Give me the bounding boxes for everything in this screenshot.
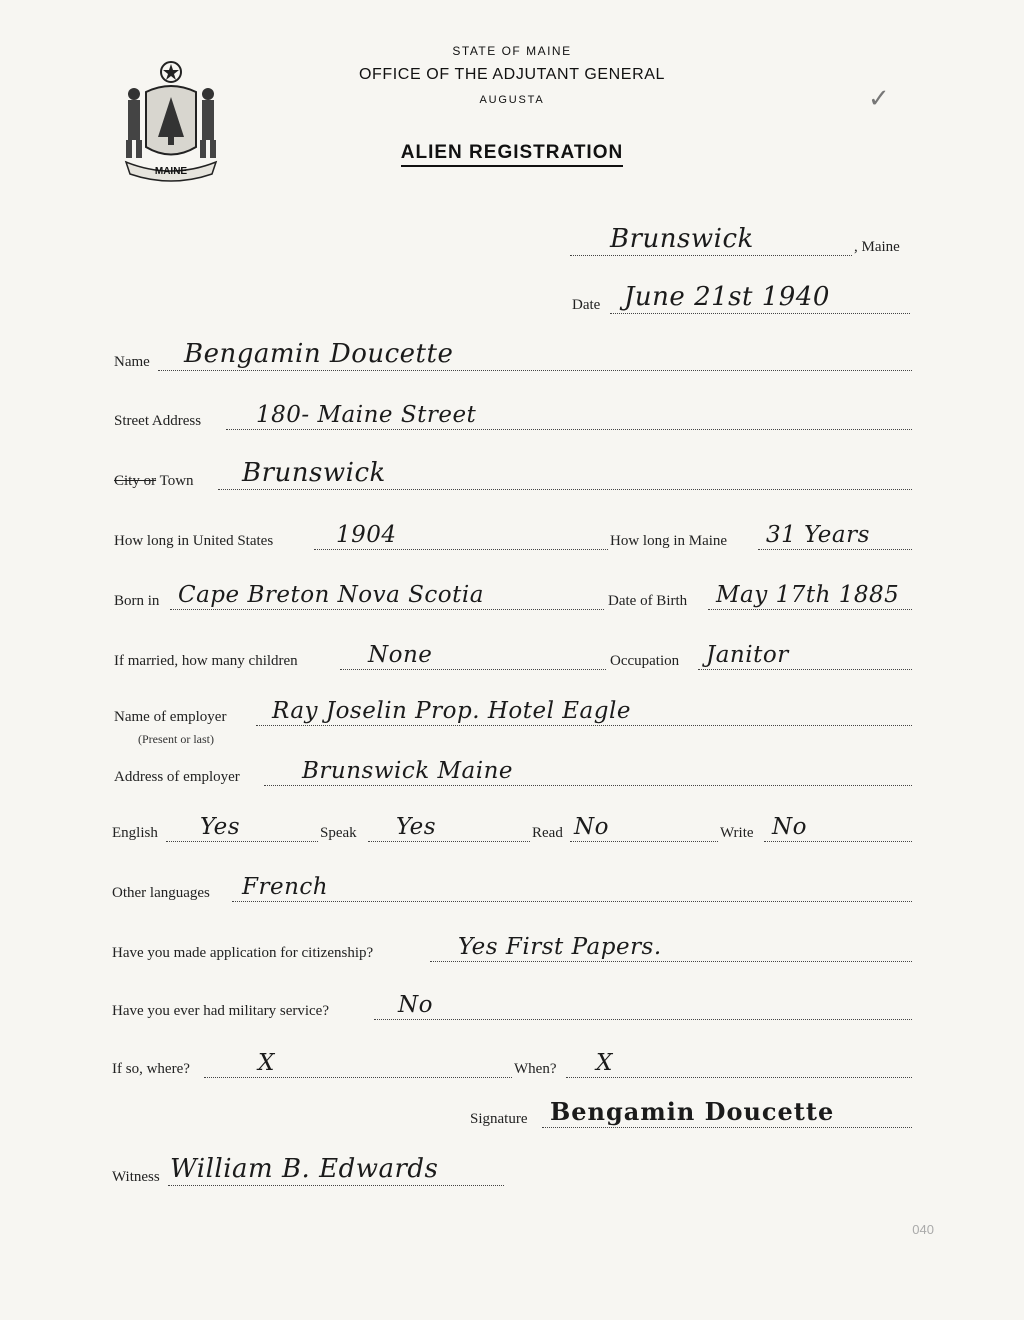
read-label: Read (532, 825, 563, 841)
employer-address-label: Address of employer (114, 769, 240, 785)
read-value: No (574, 814, 609, 840)
children-label: If married, how many children (114, 653, 298, 669)
place-value: Brunswick (610, 224, 754, 254)
write-field[interactable] (720, 814, 912, 848)
occupation-value: Janitor (706, 642, 789, 668)
town-value: Brunswick (242, 458, 386, 488)
military-service-label: Have you ever had military service? (112, 1003, 329, 1019)
signature-value: Bengamin Doucette (550, 1097, 835, 1126)
street-address-field[interactable] (114, 402, 912, 436)
military-service-field[interactable] (112, 992, 912, 1026)
header-state: STATE OF MAINE (452, 44, 572, 58)
name-value: Bengamin Doucette (184, 339, 454, 369)
years-in-maine-field[interactable] (610, 522, 912, 556)
employer-field[interactable] (114, 698, 912, 732)
seal-banner-text: MAINE (154, 166, 188, 177)
write-label: Write (720, 825, 754, 841)
date-of-birth-value: May 17th 1885 (716, 582, 900, 608)
write-value: No (772, 814, 807, 840)
date-field[interactable] (572, 282, 912, 320)
employer-address-value: Brunswick Maine (302, 758, 514, 784)
years-in-us-field[interactable] (114, 522, 610, 556)
service-when-field[interactable] (514, 1050, 912, 1084)
years-in-us-value: 1904 (336, 522, 397, 548)
form-title: ALIEN REGISTRATION (0, 142, 1024, 164)
name-label: Name (114, 354, 150, 370)
service-when-value: X (596, 1050, 613, 1076)
years-in-maine-value: 31 Years (766, 522, 870, 548)
service-where-field[interactable] (112, 1050, 512, 1084)
english-value: Yes (200, 814, 241, 840)
born-in-value: Cape Breton Nova Scotia (178, 582, 484, 608)
speak-field[interactable] (320, 814, 530, 848)
citizenship-field[interactable] (112, 934, 912, 968)
service-when-label: When? (514, 1061, 557, 1077)
service-where-label: If so, where? (112, 1061, 190, 1077)
header-city: AUGUSTA (479, 94, 545, 106)
english-field[interactable] (112, 814, 318, 848)
speak-value: Yes (396, 814, 437, 840)
corner-check-mark: ✓ (868, 84, 890, 114)
date-of-birth-field[interactable] (608, 582, 912, 616)
employer-label: Name of employer (114, 709, 227, 725)
occupation-label: Occupation (610, 653, 680, 669)
years-in-us-label: How long in United States (114, 533, 274, 549)
witness-field[interactable] (112, 1154, 504, 1192)
service-where-value: X (258, 1050, 275, 1076)
town-field[interactable] (114, 458, 912, 496)
street-address-label: Street Address (114, 413, 202, 429)
header-office: OFFICE OF THE ADJUTANT GENERAL (358, 66, 666, 83)
date-value: June 21st 1940 (624, 282, 830, 312)
children-field[interactable] (114, 642, 608, 676)
citizenship-value: Yes First Papers. (458, 934, 662, 960)
employer-value: Ray Joselin Prop. Hotel Eagle (272, 698, 631, 724)
other-languages-field[interactable] (112, 874, 912, 908)
other-languages-value: French (242, 874, 329, 900)
born-in-label: Born in (114, 593, 160, 609)
speak-label: Speak (320, 825, 357, 841)
military-service-value: No (398, 992, 433, 1018)
read-field[interactable] (532, 814, 718, 848)
english-label: English (112, 825, 158, 841)
place-field[interactable] (570, 224, 915, 262)
born-in-field[interactable] (114, 582, 606, 616)
name-field[interactable] (114, 339, 912, 377)
other-languages-label: Other languages (112, 885, 210, 901)
citizenship-label: Have you made application for citizenship? (112, 945, 374, 961)
date-label: Date (572, 297, 601, 313)
witness-label: Witness (112, 1169, 160, 1185)
street-address-value: 180- Maine Street (256, 402, 477, 428)
signature-field[interactable] (470, 1097, 912, 1134)
employer-address-field[interactable] (114, 758, 912, 792)
signature-label: Signature (470, 1111, 528, 1127)
years-in-maine-label: How long in Maine (610, 533, 728, 549)
town-label: City or Town (114, 473, 194, 489)
witness-value: William B. Edwards (170, 1154, 439, 1184)
occupation-field[interactable] (610, 642, 912, 676)
children-value: None (368, 642, 433, 668)
employer-sublabel: (Present or last) (138, 732, 214, 746)
place-suffix: , Maine (854, 239, 900, 255)
date-of-birth-label: Date of Birth (608, 593, 688, 609)
archive-number: 040 (912, 1222, 934, 1237)
